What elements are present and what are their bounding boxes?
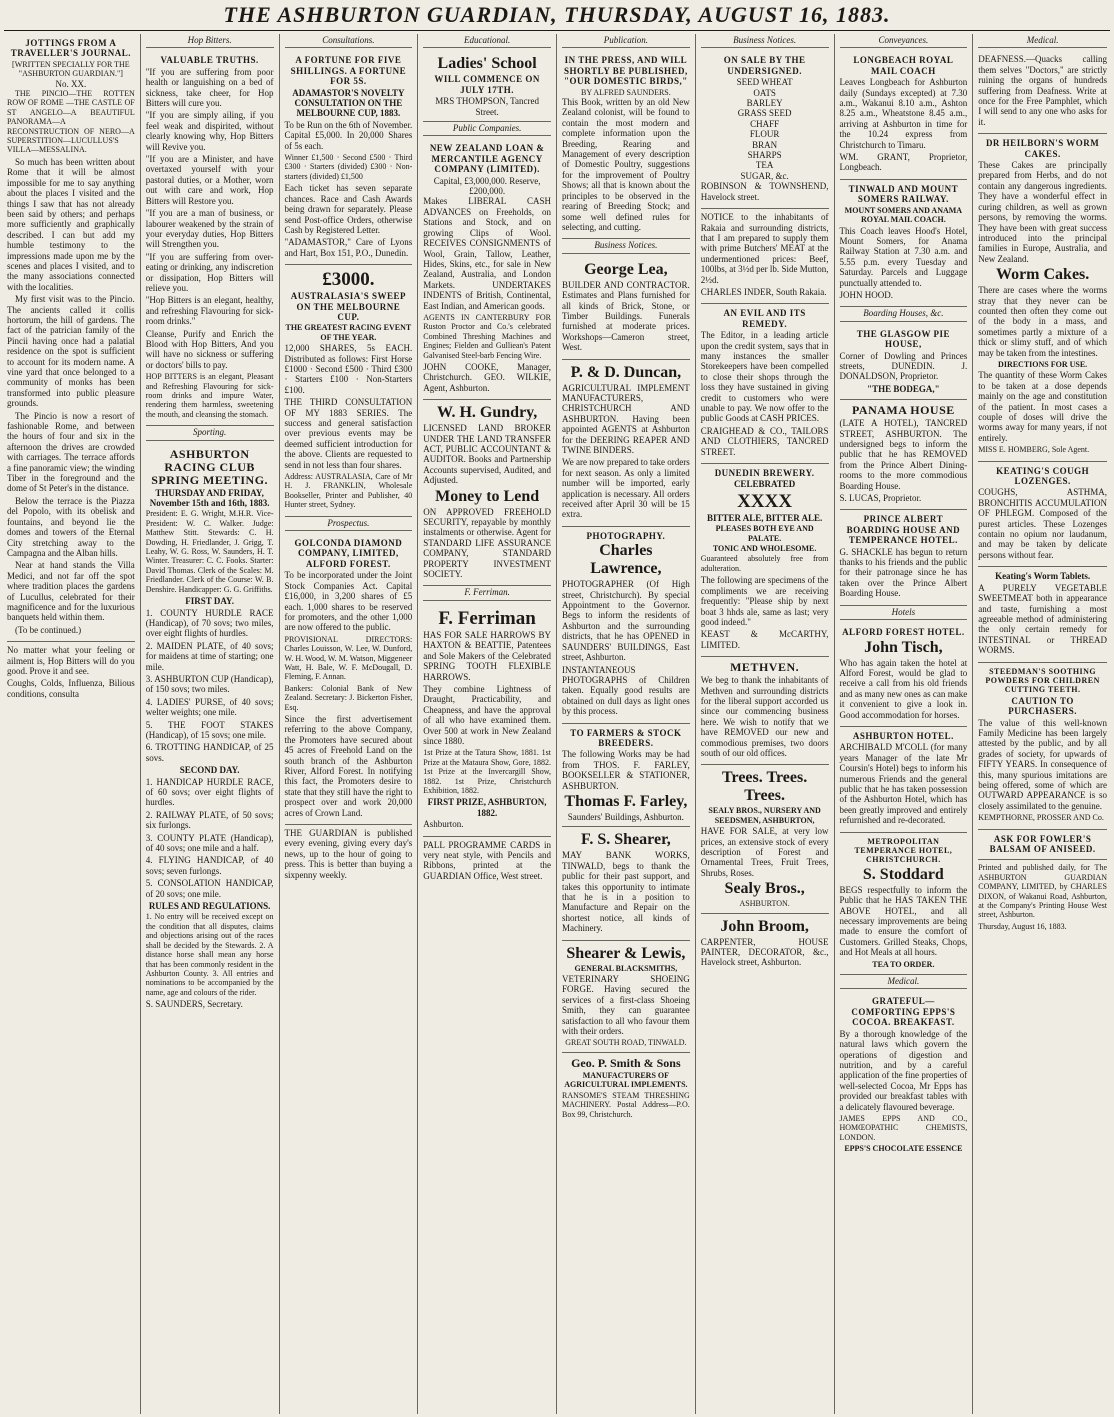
section-heading: Hotels: [840, 606, 968, 620]
hop-line: "If you are a Minister, and have overtaxed yourself with your pastoral duties, or a Mother, worn out with care and work, Hop Bitters will Restore you.: [145, 154, 274, 206]
ashburton-hotel-ad: [840, 727, 968, 833]
race-event: 4. FLYING HANDICAP, of 40 sovs; seven furlongs.: [145, 855, 274, 876]
sale-item: BRAN: [752, 139, 778, 150]
broom-name: John Broom,: [720, 917, 809, 935]
photo-heading: PHOTOGRAPHY.: [586, 530, 666, 541]
inder-ad: [701, 209, 829, 304]
domestic-birds-ad: [562, 51, 690, 239]
evil-title: AN EVIL AND ITS REMEDY.: [723, 308, 806, 329]
fortune-title: A FORTUNE FOR FIVE SHILLINGS. A FORTUNE FOR 5S.: [290, 55, 407, 87]
sealy-ad: [701, 765, 829, 913]
section-heading: Sporting.: [146, 426, 274, 440]
kempthorne-line: KEMPTHORNE, PROSSER AND Co.: [978, 813, 1104, 823]
printer-text: Printed and published daily, for The ASHBURTON GUARDIAN COMPANY, LIMITED, by CHARLES DIXON, of Wakanui Road, Ashburton, at the Company's Printing House West street, Ashburton.: [978, 863, 1107, 920]
glasgow-ad: [840, 325, 968, 400]
brewery-text: The following are specimens of the compliments we are receiving frequently: "Please ship by next boat 3 hhds ale, same as last; very good indeed.": [700, 575, 829, 627]
shearer-lewis-ad: [562, 941, 690, 1053]
farmers-title: TO FARMERS & STOCK BREEDERS.: [570, 727, 682, 748]
longbeach-coach-ad: [840, 51, 968, 179]
epps-sign: JAMES EPPS AND CO., HOMŒOPATHIC CHEMISTS, LONDON.: [839, 1113, 968, 1142]
sale-item: GRASS SEED: [737, 108, 792, 119]
rules-text: 1. No entry will be received except on the condition that all disputes, claims and objections arising out of the races shall be decided by the Stewards. 2. A distance horse shall mean any horse that has been commonly resident in the Ashburton County. 3. All entries and nominations to be accompanied by the name, age and colours of the rider.: [145, 912, 274, 997]
worm-text: There are cases where the worms stray that they never can be counted then often they come out of the body in a mass, and sometimes partly a mixture of a thick or slimy stuff, and of which may be taken from the intestines.: [978, 285, 1107, 358]
brewery-guaranteed: Guaranteed absolutely free from adulteration.: [700, 554, 829, 573]
sale-item: SHARPS: [747, 150, 782, 161]
second-day-heading: SECOND DAY.: [179, 765, 240, 776]
tisch-name: John Tisch,: [864, 638, 943, 656]
duncan-ad: [562, 360, 690, 527]
newspaper-columns: [2, 34, 1112, 1414]
brewery-xxxx: XXXX: [737, 490, 793, 512]
adamastor-text: To be Run on the 6th of November. Capital £5,000. In 20,000 Shares of 5s each.: [284, 119, 413, 151]
shearer-text: MAY BANK WORKS, TINWALD, begs to thank the public for their past support, and takes this opportunity to intimate that he is in a position to Manufacture and Repair on the shortest notice, all kinds of Machinery.: [562, 850, 690, 934]
ferriman-text: HAS FOR SALE HARROWS BY HAXTON & BEATTIE, Patentees and Sole Makers of the Celebrated SPRING TOOTH FLEXIBLE HARROWS.: [423, 629, 551, 682]
epps-ad: [840, 992, 968, 1158]
lawrence-instant: INSTANTANEOUS PHOTOGRAPHS of Children taken. Equally good results are obtained on dull days as light ones by this process.: [562, 664, 690, 717]
guardian-notice-text: THE GUARDIAN is published every evening, giving every day's news, up to the hour of going to press. This is better than buying a sixpenny weekly.: [284, 828, 413, 880]
coach-text: Leaves Longbeach for Ashburton daily (Sundays excepted) at 7.30 a.m., Wakanui 8.10 a.m., Ashton 8.25 a.m., Wheatstone 8.45 a.m., arriving at Ashburton in time for the 10.24 express from Christchurch to Timaru.: [839, 77, 968, 150]
directions-text: The quantity of these Worm Cakes to be taken at a dose depends mainly on the age and constitution of the patient. In most cases a couple of doses will drive the worms away for many years, if not entirely.: [978, 370, 1107, 443]
hop-footer: HOP BITTERS is an elegant, Pleasant and Refreshing Flavouring for sick-room drinks and impure Water, rendering them harmless, sweetening the mouth, and cleansing the stomach.: [145, 372, 274, 419]
masthead-rule: [4, 30, 1110, 31]
sweep-subtitle: THE GREATEST RACING EVENT OF THE YEAR.: [285, 323, 412, 342]
epps-footer: EPPS'S CHOCOLATE ESSENCE: [844, 1144, 963, 1154]
keating-title: KEATING'S COUGH LOZENGES.: [996, 465, 1090, 487]
brewery-pleases: PLEASES BOTH EYE AND PALATE.: [715, 524, 814, 543]
keating-text: COUGHS, ASTHMA, BRONCHITIS ACCUMULATION OF PHLEGM. Composed of the purest articles. These Lozenges contain no opium nor laudanum, and may be taken by delicate persons without fear.: [978, 487, 1107, 560]
section-heading: Publication.: [562, 34, 690, 48]
golconda-text: To be incorporated under the Joint Stock Companies Act. Capital £16,000, in 3,200 shares of £5 each. 1,000 shares to be reserved for promoters, and the other 1,000 are now offered to the public.: [284, 570, 413, 633]
bodega-title: "THE BODEGA,": [867, 383, 940, 394]
race-event: 6. TROTTING HANDICAP, of 25 sovs.: [145, 742, 274, 763]
column-4: [418, 34, 557, 1414]
sweep-title: AUSTRALASIA'S SWEEP ON THE MELBOURNE CUP.: [290, 291, 407, 322]
hop-cleanse: Cleanse, Purify and Enrich the Blood with Hop Bitters, And you will have no sickness or suffering or doctors' bills to pay.: [145, 328, 274, 370]
imprint: [978, 860, 1107, 937]
ash-hotel-title: ASHBURTON HOTEL.: [852, 730, 954, 741]
race-event: 3. ASHBURTON CUP (Handicap), of 150 sovs; two miles.: [145, 673, 274, 695]
brewery-celebrated: CELEBRATED: [733, 479, 796, 490]
article-paragraph: The Pincio is now a resort of fashionable Rome, and between the hours of four and six in the afternoon the drives are crowded with carriages. The terrace affords a fine panoramic view; the winding Tiber in the foreground and the dome of St Peter's in the distance.: [7, 410, 135, 494]
sale-item: SUGAR, &c.: [740, 170, 789, 181]
article-paragraph: My first visit was to the Pincio. The ancients called it collis hortorum, the hill of gardens. The fact of the patrician family of the Pincii having once had a palatial residence on the spot is sufficient to account for its modern name. A vine yard that once belonged to a community of monks has been transformed into public pleasure grounds.: [7, 294, 135, 409]
section-heading: Medical.: [978, 34, 1107, 48]
brewery-ad: [701, 464, 829, 657]
methven-title: METHVEN.: [730, 660, 800, 675]
ferriman-footer: Ashburton.: [423, 819, 464, 830]
tisch-text: Who has again taken the hotel at Alford Forest, would be glad to receive a call from his old friends and as many new ones as can make it convenient to give a look in. Good accommodation for horses.: [839, 657, 968, 720]
first-day-heading: FIRST DAY.: [185, 596, 234, 607]
golconda-body: Since the first advertisement referring to the above Company, the Promoters have secured about 45 acres of Freehold Land on the south branch of the Ashburton River, Alford Forest. In notifying this fact, the Promoters desire to state that they still have the right to prospect over and work 20,000 acres of Crown Land.: [284, 713, 413, 818]
ladies-school-ad: [423, 51, 551, 122]
robinson-ad: [701, 51, 829, 209]
ferriman-prizes: 1st Prize at the Tatura Show, 1881. 1st Prize at the Mataura Show, Gore, 1882. 1st Prize at the Invercargill Show, 1882. 1st Prize, Christchurch Exhibition, 1882.: [423, 748, 551, 795]
sealy-bros: Sealy Bros.,: [724, 880, 805, 898]
farley-ad: [562, 724, 690, 828]
race-event: 2. MAIDEN PLATE, of 40 sovs; for maidens at time of starting; one mile.: [145, 640, 274, 672]
ferriman-prize-line: FIRST PRIZE, ASHBURTON, 1882.: [427, 797, 547, 818]
alford-ad: [840, 623, 968, 727]
nz-loan-ad: [423, 139, 551, 400]
lawrence-ad: [562, 527, 690, 724]
hop-bitters-ad: [146, 51, 274, 426]
sealy-text: HAVE FOR SALE, at very low prices, an extensive stock of every description of Forest and Ornamental Trees, Fruit Trees, Shrubs, Roses.: [700, 826, 829, 878]
ferriman-body: They combine Lightness of Draught, Practicability, and Cheapness, and have the approval of all who have examined them. Over 500 at work in New Zealand since 1880.: [423, 683, 551, 746]
race-event: 4. LADIES' PURSE, of 40 sovs; welter weights; one mile.: [145, 696, 274, 718]
gundry-text: LICENSED LAND BROKER UNDER THE LAND TRANSFER ACT, PUBLIC ACCOUNTANT & AUDITOR. Books and Partnership Accounts supervised, Audited, and Adjusted.: [423, 423, 551, 486]
nz-loan-text: Makes LIBERAL CASH ADVANCES on Freeholds, on Stations and Stock, and on growing Clips of Wool. RECEIVES CONSIGNMENTS of Wool, Grain, Tallow, Leather, Hides, Skins, etc., for sale in New Zealand, Australia, and London Markets. UNDERTAKES INDENTS of British, Continental, East Indian, and American goods.: [423, 196, 551, 311]
steedman-ad: [978, 663, 1107, 830]
lawrence-text: PHOTOGRAPHER (Of High street, Christchurch). By special Appointment to the Governor. Begs to inform the residents of Ashburton and the surrounding districts, that he has OPENED in SAUNDERS' BUILDINGS, East street, Ashburton.: [562, 579, 690, 663]
metro-title: METROPOLITAN TEMPERANCE HOTEL, CHRISTCHURCH.: [854, 836, 953, 865]
duncan-name: P. & D. Duncan,: [570, 363, 682, 381]
section-heading: Prospectus.: [285, 517, 413, 531]
fowler-ad: [978, 830, 1107, 861]
panama-ad: [840, 400, 968, 510]
golconda-ad: [285, 534, 413, 825]
nz-loan-capital: Capital, £3,000,000. Reserve, £200,000.: [433, 175, 541, 197]
glasgow-text: Corner of Dowling and Princes streets, DUNEDIN. J. DONALDSON, Proprietor.: [839, 350, 968, 382]
section-heading: Boarding Houses, &c.: [840, 307, 968, 321]
sealy-title: SEALY BROS., NURSERY AND SEEDSMEN, ASHBURTON,: [708, 806, 821, 825]
tea-line: TEA TO ORDER.: [872, 959, 935, 969]
section-heading: Conveyances.: [840, 34, 968, 48]
column-2: [141, 34, 280, 1414]
ferriman-name: F. Ferriman: [438, 607, 536, 629]
sons-footer: RANSOME'S STEAM THRESHING MACHINERY. Postal Address—P.O. Box 99, Christchurch.: [562, 1090, 690, 1119]
heilborn-title: DR HEILBORN'S WORM CAKES.: [985, 138, 1100, 159]
sale-item: OATS: [753, 87, 776, 98]
brewery-title: DUNEDIN BREWERY.: [714, 468, 815, 479]
adamastor-body: Each ticket has seven separate chances. Race and Cash Awards being drawn for separately. Please send Post-office Orders, otherwise Cash by Registered Letter.: [284, 183, 413, 235]
hop-line: "If you are a man of business, or labourer weakened by the strain of your everyday duties, Hop Bitters will Strengthen you.: [145, 208, 274, 250]
footer-notice: [7, 642, 135, 705]
nz-loan-sign: JOHN COOKE, Manager, Christchurch. GEO. WILKIE, Agent, Ashburton.: [423, 361, 551, 393]
money-text: ON APPROVED FREEHOLD SECURITY, repayable by monthly instalments or otherwise. Agent for STANDARD LIFE ASSURANCE COMPANY, STANDARD PROPERTY INVESTMENT SOCIETY.: [423, 506, 551, 580]
article-paragraph: Below the terrace is the Piazza del Popolo, with its obelisk and fountains, and beyond lie the domes and towers of the Eternal City stretching away to the Campagna and the Alban hills.: [7, 495, 135, 558]
fowler-title: ASK FOR FOWLER'S BALSAM OF ANISEED.: [989, 833, 1096, 855]
shearer-ad: [562, 827, 690, 940]
glasgow-title: THE GLASGOW PIE HOUSE,: [856, 328, 951, 350]
adamastor-title: ADAMASTOR'S NOVELTY CONSULTATION ON THE MELBOURNE CUP, 1883.: [292, 87, 405, 119]
race-dates: THURSDAY AND FRIDAY, November 15th and 16th, 1883.: [149, 487, 270, 509]
directions-title: DIRECTIONS FOR USE.: [998, 359, 1088, 369]
race-event: 3. COUNTY PLATE (Handicap), of 40 sovs; one mile and a half.: [145, 832, 274, 854]
hop-footer-line: No matter what your feeling or ailment is, Hop Bitters will do you good. Prove it and see.: [7, 645, 135, 676]
inder-sign: CHARLES INDER, South Rakaia.: [700, 286, 827, 297]
brewery-tonic: TONIC AND WHOLESOME.: [712, 544, 817, 554]
panama-text: (LATE A HOTEL), TANCRED STREET, ASHBURTON. The undersigned begs to inform the public that he has REMOVED from the Prince Albert Dining-rooms to the more commodious Boarding House.: [839, 418, 968, 491]
travellers-journal: [7, 34, 135, 642]
adamastor-ad: [285, 51, 413, 265]
panama-sign: S. LUCAS, Proprietor.: [839, 493, 922, 504]
panama-title: PANAMA HOUSE: [851, 403, 955, 418]
methven-ad: [701, 657, 829, 765]
race-officials: President: E. G. Wright, M.H.R. Vice-President: W. C. Walker. Judge: Matthew Stitt. Stewards: C. H. Dowding, H. Friedlander, J. Grigg, T. Leahy, W. G. Ross, W. Saunders, H. T. Winter. Treasurer: C. C. Fooks. Starter: David Thomas. Clerk of the Scales: M. Friedlander. Clerk of the Course: W. B. Denshire. Handicapper: G. G. Griffiths.: [145, 509, 274, 594]
hop-line: "If you are suffering from poor health or languishing on a bed of sickness, take cheer, for Hop Bitters will cure you.: [145, 66, 274, 109]
farley-name: Thomas F. Farley,: [564, 792, 688, 810]
caution-title: CAUTION TO PURCHASERS.: [1008, 695, 1077, 717]
stoddard-ad: [840, 833, 968, 975]
lea-text: BUILDER AND CONTRACTOR. Estimates and Plans furnished for all kinds of Brick, Stone, or Timber Buildings. Funerals furnished at moderate prices. Workshops—Cameron street, West.: [562, 279, 690, 353]
methven-text: We beg to thank the inhabitants of Methven and surrounding districts for the liberal support accorded us since our commencing business here. We wish to notify that we have REMOVED our new and commodious premises, two doors south of our old offices.: [700, 675, 829, 758]
race-event: 5. THE FOOT STAKES (Handicap), of 15 sovs; one mile.: [145, 719, 274, 740]
steedman-title: STEEDMAN'S SOOTHING POWDERS FOR CHILDREN CUTTING TEETH.: [985, 666, 1100, 695]
deafness-text: DEAFNESS.—Quacks calling them selves "Doctors," are strictly ruining the organs of hundreds suffering from Deafness. Write at once for the Free Pamphlet, which I will send to any one who asks for it.: [978, 54, 1107, 127]
robinson-sign: ROBINSON & TOWNSHEND, Havelock street.: [700, 181, 829, 202]
race-title: ASHBURTON RACING CLUB SPRING MEETING.: [151, 446, 269, 487]
programme-cards-text: PALL PROGRAMME CARDS in very neat style, with Pencils and Ribbons, printed at the GUARDIAN Office, West street.: [423, 839, 551, 881]
broom-text: CARPENTER, HOUSE PAINTER, DECORATOR, &c., Havelock street, Ashburton.: [700, 936, 829, 968]
section-heading: Hop Bitters.: [146, 34, 274, 48]
column-1: [2, 34, 141, 1414]
sale-item: SEED WHEAT: [736, 77, 793, 88]
alford-title: ALFORD FOREST HOTEL.: [842, 627, 965, 638]
epps-title: GRATEFUL—COMFORTING EPPS'S COCOA. BREAKFAST.: [851, 996, 956, 1028]
sealy-address: ASHBURTON.: [739, 899, 790, 909]
school-text: WILL COMMENCE ON JULY 17TH.: [434, 74, 540, 95]
racing-club-ad: [146, 444, 274, 1016]
golconda-title: GOLCONDA DIAMOND COMPANY, LIMITED, ALFORD FOREST.: [294, 538, 403, 569]
prince-title: PRINCE ALBERT BOARDING HOUSE AND TEMPERANCE HOTEL.: [846, 514, 961, 546]
hop-line: "Hop Bitters is an elegant, healthy, and refreshing Flavouring for sick-room drinks.": [145, 295, 274, 327]
school-title: Ladies' School: [437, 55, 537, 73]
programme-cards-ad: [423, 837, 551, 888]
guardian-notice: [285, 825, 413, 886]
keating-lozenges-ad: [978, 462, 1107, 568]
hop-line: "If you are suffering from over-eating or drinking, any indiscretion or dissipation, Hop Bitters will relieve you.: [145, 251, 274, 293]
prince-text: G. SHACKLE has begun to return thanks to his friends and the public for their patronage since he has taken over the Prince Albert Boarding House.: [839, 546, 968, 599]
section-heading: Business Notices.: [701, 34, 829, 48]
ferriman-ad: [423, 604, 551, 837]
tinwald-sub: MOUNT SOMERS AND ANAMA ROYAL MAIL COACH.: [844, 205, 963, 225]
sons-text: MANUFACTURERS OF AGRICULTURAL IMPLEMENTS.: [564, 1070, 688, 1090]
shearer-lewis-name: Shearer & Lewis,: [566, 944, 686, 962]
section-heading: Medical.: [840, 975, 968, 989]
press-text: This Book, written by an old New Zealand colonist, will be found to contain the most modern and complete information upon the Breeding, Rearing and Management of every description of Domestic Poultry, suggestions for the improvement of Poultry Shows; all that is known about the principles to be observed in the rearing of Breeding Stock; and some well defined rules for selecting, and cutting.: [562, 97, 690, 232]
article-title: JOTTINGS FROM A TRAVELLER'S JOURNAL.: [10, 38, 132, 59]
trees-title: Trees. Trees. Trees.: [722, 769, 808, 805]
farley-address: Saunders' Buildings, Ashburton.: [567, 811, 684, 822]
smith-sons-ad: [562, 1053, 690, 1125]
column-6: [696, 34, 835, 1414]
section-heading: Business Notices.: [562, 239, 690, 253]
tinwald-title: TINWALD AND MOUNT SOMERS RAILWAY.: [848, 183, 959, 205]
sweep-ad: [285, 265, 413, 517]
prince-albert-ad: [840, 510, 968, 605]
gundry-name: W. H. Gundry,: [436, 404, 538, 422]
nz-loan-title: NEW ZEALAND LOAN & MERCANTILE AGENCY COMPANY (LIMITED).: [429, 143, 545, 175]
golconda-bankers: Bankers: Colonial Bank of New Zealand. Secretary: J. Bickerton Fisher, Esq.: [284, 683, 413, 712]
tinwald-text: This Coach leaves Hood's Hotel, Mount Somers, for Anama Railway Station at 7.30 a.m. and 5.55 p.m. every Tuesday and Saturday. Parcels and Luggage punctually attended to.: [839, 225, 968, 288]
section-heading: Public Companies.: [423, 122, 551, 136]
brewery-bitter: BITTER ALE, BITTER ALE.: [706, 512, 823, 523]
nz-loan-agents: AGENTS IN CANTERBURY FOR Ruston Proctor and Co.'s celebrated Combined Threshing Machines and Engines; Fielden and Gulliean's Patent Galvanised Steel-barb Fencing Wire.: [423, 312, 551, 360]
golconda-directors: PROVISIONAL DIRECTORS: Charles Louisson, W. Lee, W. Dunford, W. H. Wood, W. M. Watson, Miggeneer Watt, H. Bale, W. F. McDougall, D. Fleming, F. Annan.: [284, 634, 413, 682]
sale-item: FLOUR: [749, 129, 780, 140]
shearer-lewis-address: GREAT SOUTH ROAD, TINWALD.: [565, 1038, 687, 1048]
column-8: [973, 34, 1112, 1414]
race-event: 1. HANDICAP HURDLE RACE, of 60 sovs; over eight flights of hurdles.: [145, 776, 274, 808]
sons-name: Geo. P. Smith & Sons: [571, 1055, 681, 1070]
brewery-sign: KEAST & McCARTHY, LIMITED.: [700, 629, 829, 650]
craighead-ad: [701, 304, 829, 464]
article-paragraph: Near at hand stands the Villa Medici, and not far off the spot where tradition places the gardens of Lucullus, celebrated for their magnificence and for the luxurious banquets held within them.: [7, 560, 135, 623]
stoddard-text: BEGS respectfully to inform the Public that he HAS TAKEN THE ABOVE HOTEL, and all necessary improvements are being made to ensure the comfort of Customers. Grilled Steaks, Chops, and Hot Meals at all hours.: [839, 884, 968, 958]
race-event: 5. CONSOLATION HANDICAP, of 20 sovs; one mile.: [145, 878, 274, 899]
stoddard-name: S. Stoddard: [862, 865, 944, 883]
heilborn-ad: [978, 134, 1107, 461]
gundry-ad: [423, 400, 551, 586]
article-number: No. XX.: [55, 78, 87, 89]
money-title: Money to Lend: [435, 487, 540, 505]
sweep-address: Address: AUSTRALASIA, Care of Mr H. J. FRANKLIN, Wholesale Bookseller, Printer and Publisher, 40 Hunter street, Sydney.: [284, 472, 413, 510]
lea-name: George Lea,: [584, 260, 668, 278]
race-secretary: S. SAUNDERS, Secretary.: [145, 999, 243, 1010]
press-by: BY ALFRED SAUNDERS.: [581, 87, 671, 97]
craighead-sign: CRAIGHEAD & CO., TAILORS AND CLOTHIERS, TANCRED STREET.: [700, 425, 829, 457]
worm-cakes-title: Worm Cakes.: [995, 266, 1090, 284]
tinwald-ad: [840, 180, 968, 307]
adamastor-prizes: Winner £1,500 · Second £500 · Third £300 · Starters (divided) £300 · Non-starters (divided) £1,500: [284, 153, 413, 181]
duncan-text: AGRICULTURAL IMPLEMENT MANUFACTURERS, CHRISTCHURCH AND ASHBURTON. Having been appointed AGENTS at Ashburton for the DEERING REAPER AND TWINE BINDERS.: [562, 382, 690, 455]
masthead: THE ASHBURTON GUARDIAN, THURSDAY, AUGUST 16, 1883.: [223, 2, 891, 27]
heilborn-text: These Cakes are principally prepared from Herbs, and do not contain any dangerous ingredients. They have a wonderful effect in curing children, as well as grown persons, by removing the worms. They have been with great success introduced into the principal families in Europe, Australia, and New Zealand.: [978, 160, 1107, 264]
lawrence-name: Charles Lawrence,: [590, 542, 662, 578]
caution-text: The value of this well-known Family Medicine has been largely attested by the public, and by all grades of society, for upwards of FIFTY YEARS. In consequence of this, many spurious imitations are being offered, some of which are OUTWARD APPEARANCE is so closely assimilated to the genuine.: [978, 717, 1107, 811]
sale-item: TEA: [755, 160, 774, 171]
ash-hotel-text: ARCHIBALD M'COLL (for many years Manager of the late Mr Coursin's Hotel) begs to inform his numerous Friends and the general public that he has taken possession of the Ashburton Hotel, which has been greatly improved and entirely refurnished and re-decorated.: [839, 742, 968, 826]
tinwald-sign: JOHN HOOD.: [839, 289, 893, 300]
press-title: IN THE PRESS, AND WILL SHORTLY BE PUBLISHED, "OUR DOMESTIC BIRDS,": [563, 55, 688, 87]
column-3: [280, 34, 419, 1414]
epps-text: By a thorough knowledge of the natural laws which govern the operations of digestion and nutrition, and by a careful application of the fine properties of well-selected Cocoa, Mr Epps has provided our breakfast tables with a delicately flavoured beverage.: [839, 1028, 968, 1112]
printer-date: Thursday, August 16, 1883.: [978, 921, 1067, 931]
race-event: 1. COUNTY HURDLE RACE (Handicap), of 70 sovs; two miles, over eight flights of hurdles.: [145, 607, 274, 639]
adamastor-address: "ADAMASTOR," Care of Lyons and Hart, Box 151, P.O., Dunedin.: [284, 237, 413, 258]
article-paragraph: So much has been written about Rome that it will be almost impossible for me to say anything about the places I visited and the things I saw that has not already been said by others; and perhaps more sufficiently and graphically described. I can but add my humble testimony to the impressions made upon me by the scenes and places I visited, and to the many associations connected with the localities.: [7, 156, 135, 292]
farmers-text: The following Works may be had from THOS. F. FARLEY, BOOKSELLER & STATIONER, ASHBURTON.: [562, 749, 690, 791]
section-heading: Educational.: [423, 34, 551, 48]
agent-line: MISS E. HOMBERG, Sole Agent.: [978, 445, 1090, 455]
column-5: [557, 34, 696, 1414]
article-subtitle: [WRITTEN SPECIALLY FOR THE "ASHBURTON GUARDIAN."]: [12, 59, 130, 79]
column-7: [835, 34, 974, 1414]
coach-sign: WM. GRANT, Proprietor, Longbeach.: [839, 152, 968, 173]
race-event: 2. RAILWAY PLATE, of 50 sovs; six furlongs.: [145, 809, 274, 831]
lea-ad: [562, 257, 690, 360]
rules-heading: RULES AND REGULATIONS.: [148, 901, 271, 912]
keating-worm-title: Keating's Worm Tablets.: [995, 571, 1091, 582]
sale-item: BARLEY: [746, 98, 783, 109]
keating-worm-text: A PURELY VEGETABLE SWEETMEAT both in appearance and taste, furnishing a most agreeable method of administering the only certain remedy for INTESTINAL or THREAD WORMS.: [978, 582, 1107, 656]
duncan-body: We are now prepared to take orders for next season. As only a limited number will be imported, early application is necessary. All orders received after April 30 will be 15 extra.: [562, 457, 690, 520]
broom-ad: [701, 914, 829, 974]
shearer-lewis-sub: GENERAL BLACKSMITHS,: [574, 963, 678, 973]
coach-title: LONGBEACH ROYAL MAIL COACH: [853, 55, 954, 76]
hop-line: "If you are simply ailing, if you feel weak and dispirited, without clearly knowing why, Hop Bitters will Revive you.: [145, 110, 274, 152]
shearer-lewis-text: VETERINARY SHOEING FORGE. Having secured the services of a first-class Shoeing Smith, they can guarantee satisfaction to all who favour them with their orders.: [562, 974, 690, 1037]
hop-title: VALUABLE TRUTHS.: [160, 55, 259, 66]
sweep-body: THE THIRD CONSULTATION OF MY 1883 SERIES. The success and general satisfaction over previous events may be deemed sufficient introduction for the above. Clients are requested to send in not less than four shares.: [284, 397, 413, 470]
notice-text: NOTICE to the inhabitants of Rakaia and surrounding districts, that I am prepared to supply them with prime Butchers' MEAT at the undermentioned prices: Beef, 100lbs, at 3½d per lb. Side Mutton, 2½d.: [700, 212, 829, 285]
coughs-footer-line: Coughs, Colds, Influenza, Bilious conditions, consulta: [7, 678, 135, 699]
sale-item: CHAFF: [750, 118, 780, 129]
section-heading: Consultations.: [285, 34, 413, 48]
evil-text: The Editor, in a leading article upon the credit system, says that in many instances the smaller Storekeepers have been compelled to close their shops through the loss they have sustained in giving credit to customers who were unable to pay. We now offer to the public Goods at CASH PRICES.: [700, 330, 829, 424]
keating-worm-ad: [978, 567, 1107, 662]
sweep-text: 12,000 SHARES, 5s EACH. Distributed as follows: First Horse £1000 · Second £500 · Third £300 · Starters £100 · Non-Starters £100.: [284, 343, 413, 395]
shearer-name: F. S. Shearer,: [581, 831, 671, 849]
article-lead: THE PINCIO—THE ROTTEN ROW OF ROME —THE CASTLE OF ST ANGELO—A BEAUTIFUL PANORAMA—A RECONSTRUCTION OF NERO—A SUPERSTITION—LUCULLUS'S VILLA—MESSALINA.: [7, 89, 135, 155]
sweep-amount: £3000.: [322, 269, 375, 291]
section-heading: F. Ferriman.: [423, 586, 551, 600]
sale-title: ON SALE BY THE UNDERSIGNED.: [723, 55, 806, 76]
school-sign: MRS THOMPSON, Tancred Street.: [435, 96, 540, 117]
deafness-ad: [978, 51, 1107, 134]
article-continued: (To be continued.): [15, 624, 82, 635]
